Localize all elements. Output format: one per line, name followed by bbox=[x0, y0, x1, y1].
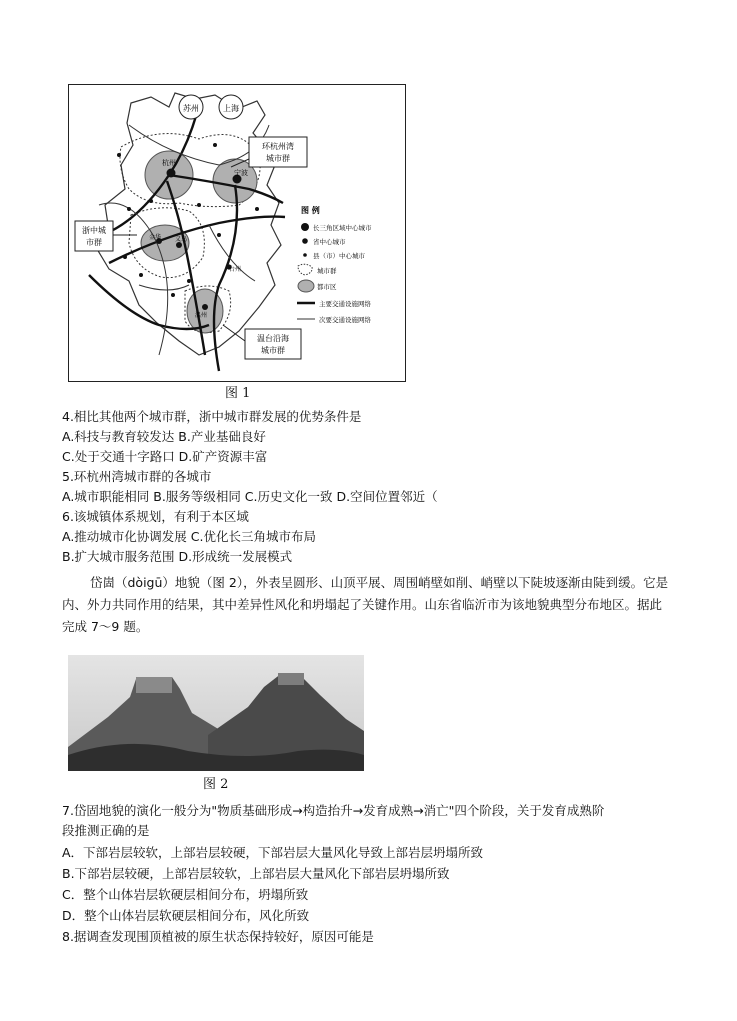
callout-hz-bay-line1: 环杭州湾 bbox=[262, 142, 294, 151]
intro-paragraph bbox=[62, 572, 674, 638]
legend-city-cluster-icon bbox=[298, 264, 312, 275]
question-4-options-cd: C.处于交通十字路口 D.矿产资源丰富 bbox=[62, 449, 268, 464]
legend-item-provincial-center: 省中心城市 bbox=[313, 238, 346, 246]
map-label-hangzhou: 杭州 bbox=[162, 159, 176, 167]
figure-2-photo bbox=[68, 655, 364, 771]
figure-1-caption: 图 1 bbox=[225, 386, 251, 401]
map-label-ningbo: 宁波 bbox=[234, 169, 248, 177]
callout-hz-bay-line2: 城市群 bbox=[266, 154, 290, 163]
map-label-taizhou: 台州 bbox=[228, 266, 242, 273]
question-5: 5.环杭州湾城市群的各城市 bbox=[62, 469, 212, 484]
map-label-suzhou: 苏州 bbox=[183, 104, 199, 113]
map-label-wenzhou: 温州 bbox=[194, 312, 208, 319]
main-transport-line bbox=[109, 217, 285, 263]
question-4-options-ab: A.科技与教育较发达 B.产业基础良好 bbox=[62, 429, 266, 444]
question-6-options-bd: B.扩大城市服务范围 D.形成统一发展模式 bbox=[62, 549, 293, 564]
legend-item-regional-center: 长三角区域中心城市 bbox=[313, 224, 372, 232]
question-6-options-ac: A.推动城市化协调发展 C.优化长三角城市布局 bbox=[62, 529, 316, 544]
right-cliff bbox=[278, 673, 304, 685]
figure-2-caption: 图 2 bbox=[203, 777, 229, 792]
legend-regional-center-icon bbox=[301, 223, 309, 231]
city-dot bbox=[217, 233, 221, 237]
city-dot bbox=[187, 279, 191, 283]
map-label-shanghai: 上海 bbox=[223, 104, 239, 113]
city-dot bbox=[117, 153, 121, 157]
legend-provincial-center-icon bbox=[302, 238, 308, 244]
intro-text: 岱崮（dòigū）地貌（图 2），外表呈圆形、山顶平展、周围峭壁如削、峭壁以下陡坡逐渐由陡到缓。它是内、外力共同作用的结果，其中差异性风化和坍塌起了关键作用。山东省临沂市为该地貌典型分布地区。据此完成 7～9 题。 bbox=[62, 575, 669, 634]
legend-metro-area-icon bbox=[298, 280, 314, 292]
question-7-option-b: B.下部岩层较硬，上部岩层较软，上部岩层大量风化下部岩层坍塌所致 bbox=[62, 866, 450, 881]
map-label-yiwu: 义乌 bbox=[174, 236, 188, 243]
city-dot bbox=[123, 255, 127, 259]
map-legend bbox=[297, 205, 372, 324]
callout-zj-central-line2: 市群 bbox=[86, 238, 102, 247]
city-dot bbox=[171, 293, 175, 297]
question-7-line1: 7.岱固地貌的演化一般分为"物质基础形成→构造抬升→发育成熟→消亡"四个阶段，关于发育成熟阶 bbox=[62, 803, 605, 818]
city-dot bbox=[202, 304, 208, 310]
question-8: 8.据调查发现围顶植被的原生状态保持较好，原因可能是 bbox=[62, 929, 374, 944]
question-4: 4.相比其他两个城市群，浙中城市群发展的优势条件是 bbox=[62, 409, 362, 424]
map-label-jinhua: 金华 bbox=[148, 234, 162, 241]
legend-county-center-icon bbox=[303, 253, 307, 257]
callout-wt-coast-line2: 城市群 bbox=[261, 346, 285, 355]
figure-1-map bbox=[68, 84, 406, 382]
question-7-option-a: A．下部岩层较软，上部岩层较硬，下部岩层大量风化导致上部岩层坍塌所致 bbox=[62, 845, 484, 860]
legend-item-main-transport: 主要交通设施网络 bbox=[319, 300, 371, 308]
main-transport-line bbox=[214, 185, 237, 371]
city-dot bbox=[139, 273, 143, 277]
legend-title: 图 例 bbox=[301, 206, 320, 215]
secondary-transport-line bbox=[139, 285, 189, 290]
city-dot bbox=[255, 207, 259, 211]
question-7-option-c: C．整个山体岩层软硬层相间分布，坍塌所致 bbox=[62, 887, 309, 902]
callout-zj-central-line1: 浙中城 bbox=[82, 226, 106, 235]
city-dot bbox=[149, 199, 153, 203]
question-7-line2: 段推测正确的是 bbox=[62, 823, 150, 838]
city-dot bbox=[127, 207, 131, 211]
callout-wt-coast-line1: 温台沿海 bbox=[257, 334, 289, 343]
city-dot bbox=[197, 203, 201, 207]
legend-item-county-center: 县（市）中心城市 bbox=[313, 252, 365, 260]
question-5-options: A.城市职能相同 B.服务等级相同 C.历史文化一致 D.空间位置邻近（ bbox=[62, 489, 438, 504]
legend-item-metro-area: 都市区 bbox=[317, 283, 337, 291]
legend-item-secondary-transport: 次要交通设施网络 bbox=[319, 316, 371, 324]
legend-item-city-cluster: 城市群 bbox=[317, 267, 337, 275]
city-dot bbox=[213, 143, 217, 147]
question-7-option-d: D．整个山体岩层软硬层相间分布，风化所致 bbox=[62, 908, 310, 923]
question-6: 6.该城镇体系规划，有利于本区域 bbox=[62, 509, 249, 524]
regional-center-city-dot bbox=[167, 169, 176, 178]
left-cliff bbox=[136, 677, 172, 693]
